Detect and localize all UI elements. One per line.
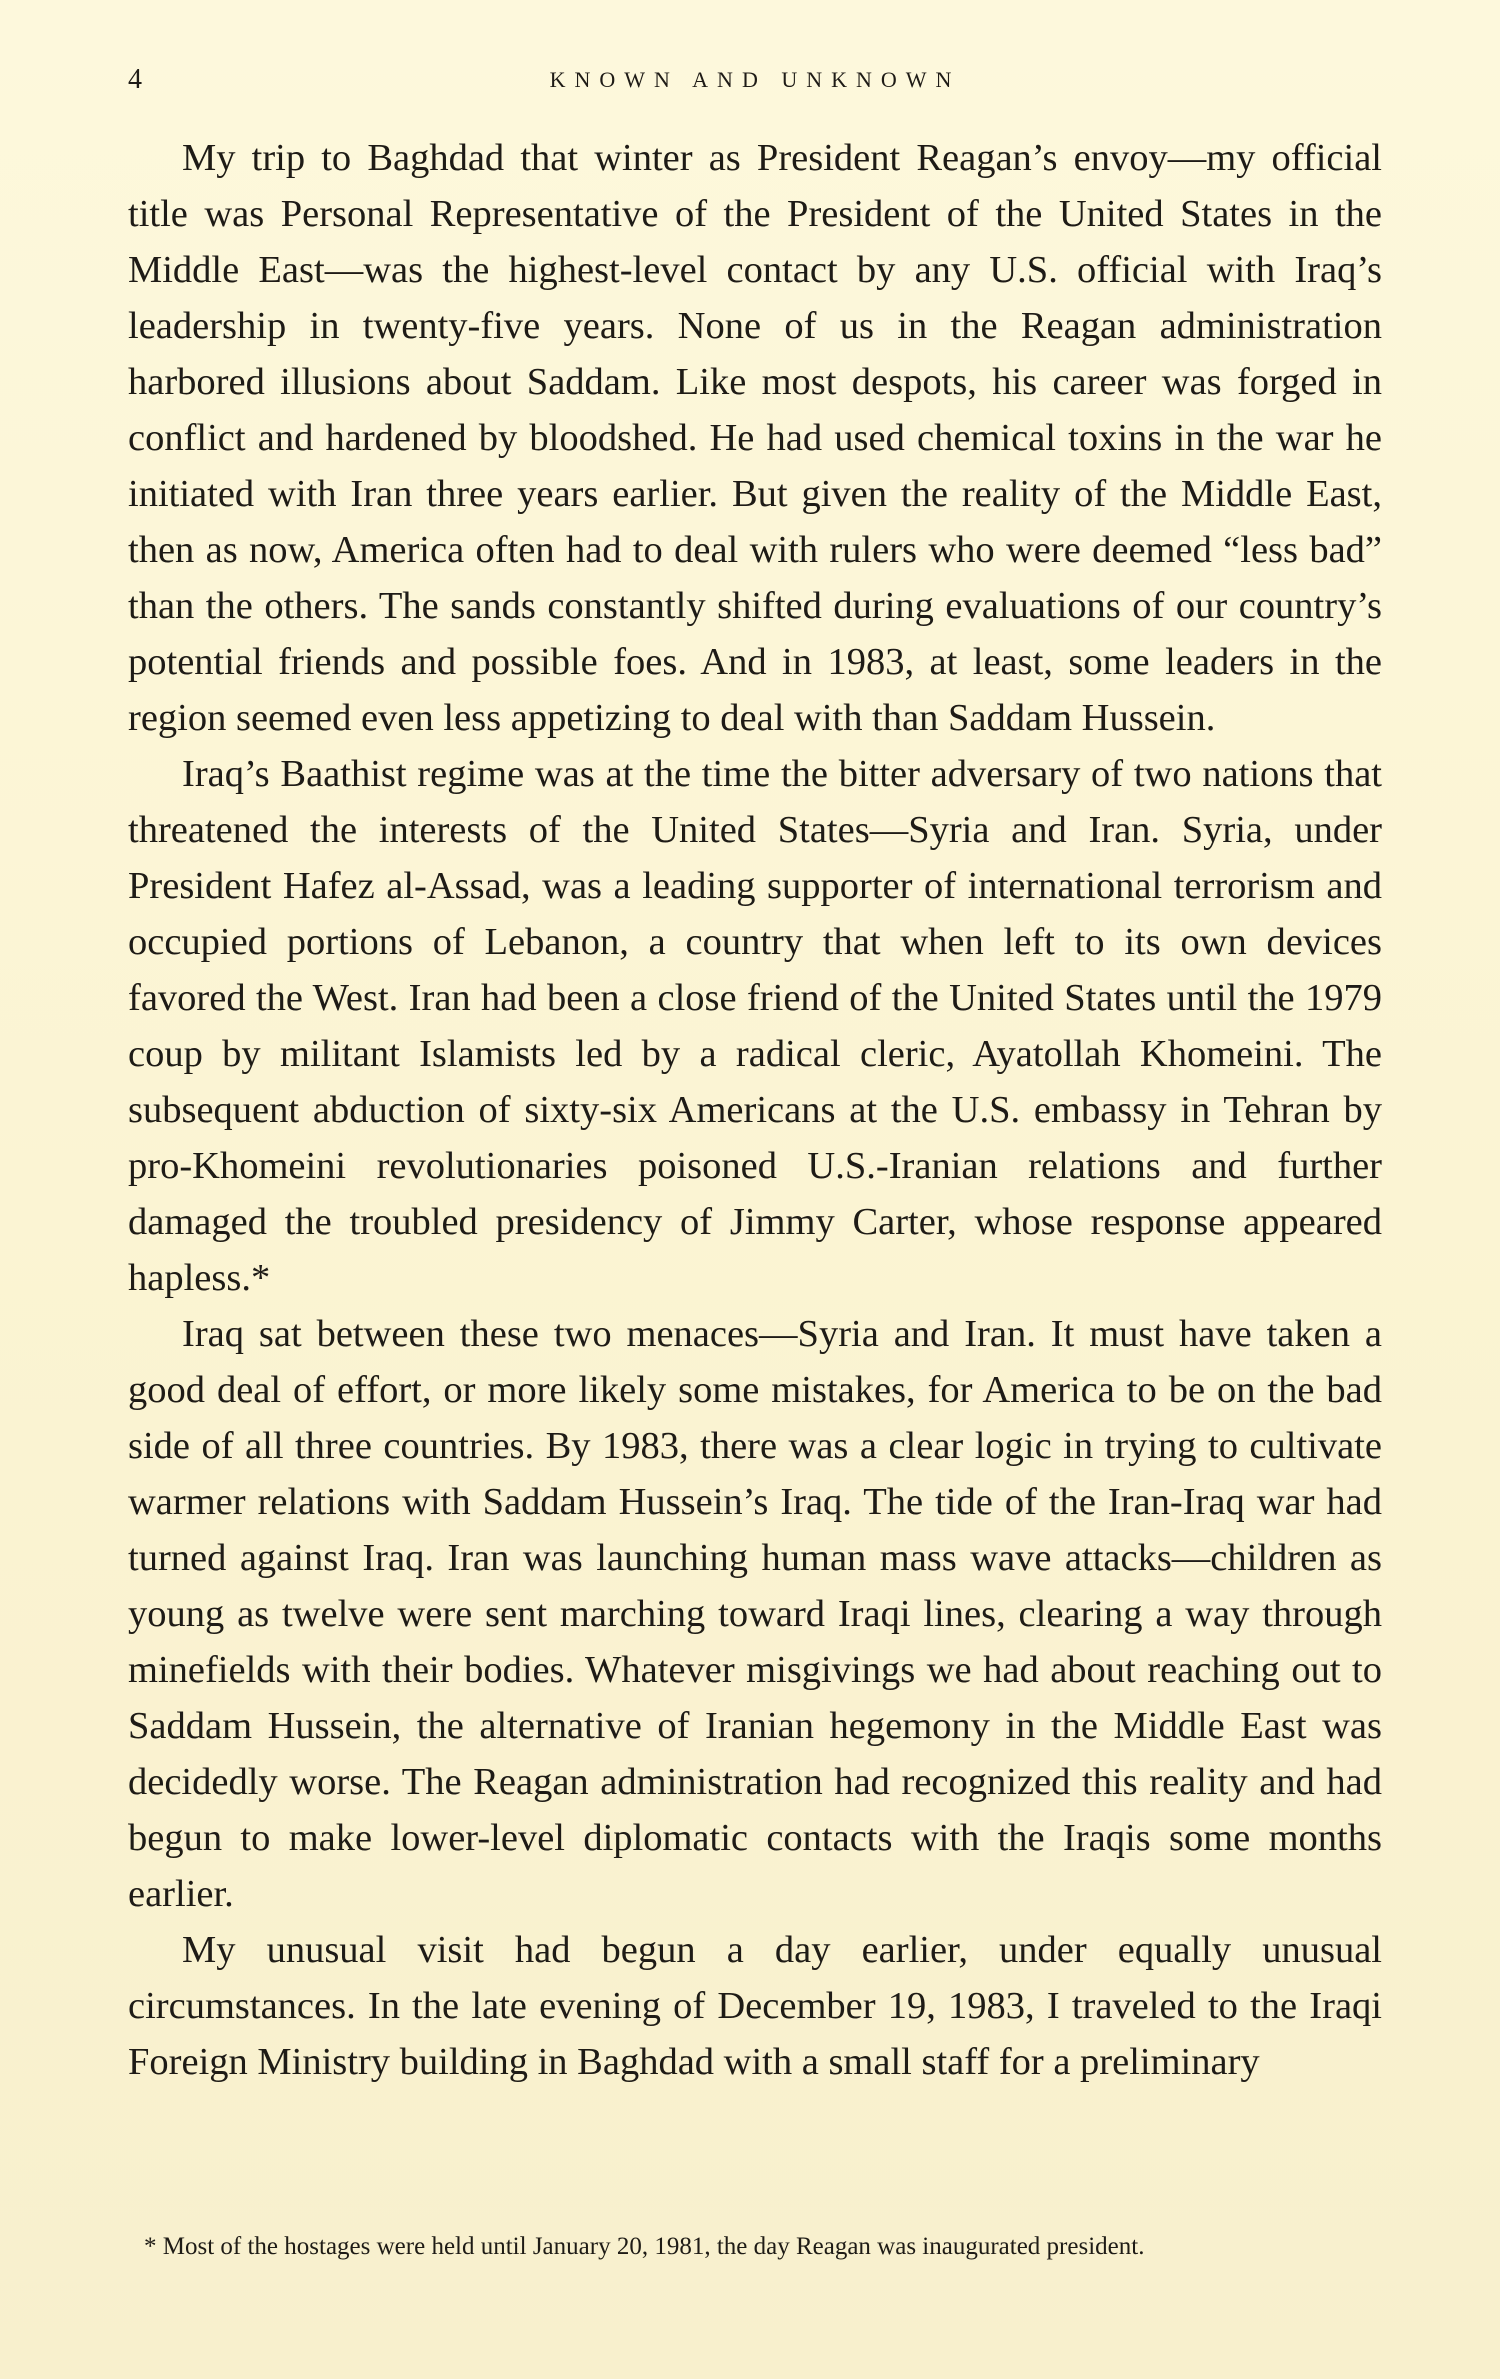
book-title: KNOWN AND UNKNOWN: [549, 67, 961, 92]
paragraph: My unusual visit had begun a day earlier, under equally unusual circumstances. In the late evening of December 19, 1983, I traveled to the Iraqi Foreign Ministry building in Baghdad with a small staff for a preliminary: [128, 1929, 1382, 2083]
body-text: [128, 130, 1382, 2090]
paragraph: Iraq’s Baathist regime was at the time the bitter adversary of two nations that threatened the interests of the United States—Syria and Iran. Syria, under President Hafez al-Assad, was a leading supporter of international terrorism and occupied portions of Lebanon, a country that when left to its own devices favored the West. Iran had been a close friend of the United States until the 1979 coup by militant Islamists led by a radical cleric, Ayatollah Khomeini. The subsequent abduction of sixty-six Americans at the U.S. embassy in Tehran by pro-Khomeini revolutionaries poisoned U.S.-Iranian relations and further damaged the troubled presidency of Jimmy Carter, whose response appeared hapless.*: [128, 753, 1382, 1299]
running-head: [128, 60, 1382, 100]
paragraph: Iraq sat between these two menaces—Syria and Iran. It must have taken a good deal of effort, or more likely some mistakes, for America to be on the bad side of all three countries. By 1983, there was a clear logic in trying to cultivate warmer relations with Saddam Hussein’s Iraq. The tide of the Iran-Iraq war had turned against Iraq. Iran was launching human mass wave attacks—children as young as twelve were sent marching toward Iraqi lines, clearing a way through minefields with their bodies. Whatever misgivings we had about reaching out to Saddam Hussein, the alternative of Iranian hegemony in the Middle East was decidedly worse. The Reagan administration had recognized this reality and had begun to make lower-level diplomatic contacts with the Iraqis some months earlier.: [128, 1313, 1382, 1915]
paragraph: My trip to Baghdad that winter as President Reagan’s envoy—my official title was Personal Representative of the President of the United States in the Middle East—was the highest-level contact by any U.S. official with Iraq’s leadership in twenty-five years. None of us in the Reagan administration harbored illusions about Saddam. Like most despots, his career was forged in conflict and hardened by bloodshed. He had used chemical toxins in the war he initiated with Iran three years earlier. But given the reality of the Middle East, then as now, America often had to deal with rulers who were deemed “less bad” than the others. The sands constantly shifted during evaluations of our country’s potential friends and possible foes. And in 1983, at least, some leaders in the region seemed even less appetizing to deal with than Saddam Hussein.: [128, 137, 1382, 739]
footnote: * Most of the hostages were held until January 20, 1981, the day Reagan was inaugurated president.: [144, 2233, 1145, 2260]
page-number: 4: [128, 64, 142, 95]
